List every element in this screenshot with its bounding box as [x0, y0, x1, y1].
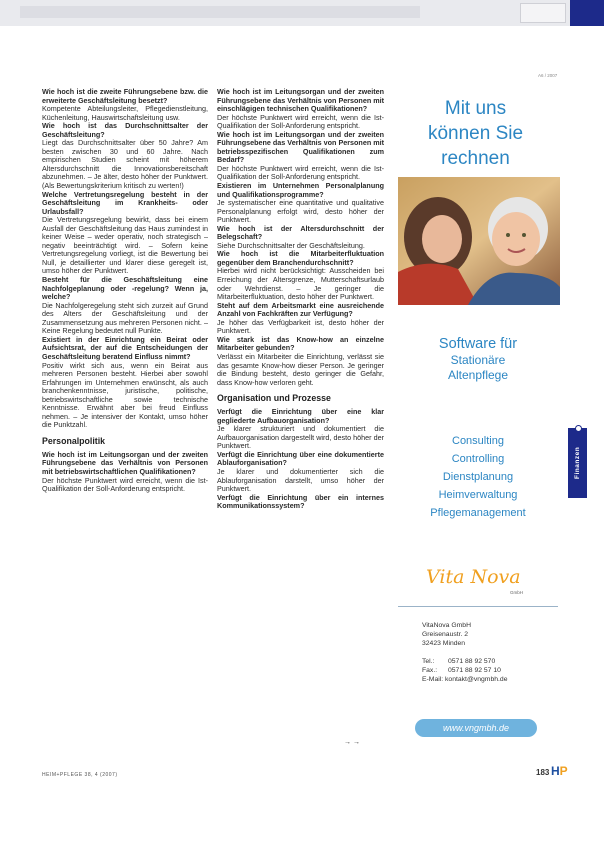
- question-heading: Wie hoch ist die Mitarbeiterfluktuation gegenüber dem Branchendurchschnitt?: [217, 249, 384, 267]
- question-heading: Existiert in der Einrichtung ein Beirat oder Aufsichtsrat, der auf die Entscheidungen der Geschäftsleitung beratend Einfluss nimmt?: [42, 334, 208, 361]
- question-heading: Wie hoch ist der Altersdurchschnitt der Belegschaft?: [217, 223, 384, 242]
- section-tab[interactable]: [568, 428, 587, 498]
- company-city: 32423 Minden: [422, 640, 466, 647]
- page-label: A6 / 2007: [538, 73, 558, 78]
- question-heading: Wie hoch ist die zweite Führungsebene bzw. die erweiterte Geschäftsleitung besetzt?: [42, 87, 208, 105]
- question-heading: Welche Vertretungsregelung besteht in der Geschäftsleitung im Krankheits- oder Urlaubsfall?: [42, 189, 208, 216]
- paragraph: Die Nachfolgeregelung steht sich zurzeit auf Grund des Alters der Geschäftsleitung und der Zusammensetzung aus mehreren Personen nicht. – Keine Regelung bedeutet null Punkte.: [42, 300, 208, 336]
- question-heading: Wie hoch ist im Leitungsorgan und der zweiten Führungsebene das Verhältnis von Personen mit einschlägigen technischen Qualifikationen?: [217, 87, 384, 114]
- paragraph: Verlässt ein Mitarbeiter die Einrichtung, verlässt sie das gesamte Know-how dieser Person. Je geringer die Bindung besteht, desto geringer die Gefahr, dass Know-how verloren geht.: [217, 351, 384, 387]
- paragraph: Die Vertretungsregelung bewirkt, dass bei einem Ausfall der Geschäftsleitung das Haus zumindest in keiner Weise – weder operativ, noch strategisch – negativ beeinträchtigt wird. – Sofern keine Vertretungsregelung vorliegt, ist die Bewertung bei Null, je detaillierter und klarer diese geregelt ist, umso höher der Punktwert.: [42, 215, 208, 276]
- page-number: 183: [536, 768, 550, 777]
- section-heading: Organisation und Prozesse: [217, 393, 331, 404]
- ad-feature-item: Consulting: [452, 435, 504, 447]
- question-heading: Wie hoch ist im Leitungsorgan und der zweiten Führungsebene das Verhältnis von Personen mit betriebsspezifischen Qualifikationen zum Bedarf?: [217, 129, 384, 165]
- fax-value: 0571 88 92 57 10: [448, 667, 501, 674]
- text-column-left: [42, 88, 208, 494]
- paragraph: Der höchste Punktwert wird erreicht, wenn die Ist-Qualifikation der Soll-Anforderung entspricht.: [42, 475, 208, 494]
- ad-feature-list: [398, 432, 558, 522]
- ad-feature-item: Dienstplanung: [442, 471, 514, 483]
- scan-header-bar: [0, 0, 604, 26]
- elderly-women-photo: [398, 177, 560, 305]
- tel-value: 0571 88 92 570: [448, 658, 496, 665]
- paragraph: Der höchste Punktwert wird erreicht, wenn die Ist-Qualifikation der Soll-Anforderung entspricht.: [217, 163, 384, 182]
- ad-sub-line-3: Altenpflege: [447, 368, 509, 382]
- website-link[interactable]: www.vngmbh.de: [415, 719, 537, 737]
- tel-row: [422, 657, 507, 666]
- ad-feature-item: Pflegemanagement: [430, 507, 526, 519]
- email-link[interactable]: E-Mail: kontakt@vngmbh.de: [422, 676, 508, 683]
- ad-headline-line-2: können Sie: [427, 123, 524, 144]
- paragraph: Der höchste Punktwert wird erreicht, wenn die Ist-Qualifikation der Soll-Anforderung entspricht.: [217, 112, 384, 131]
- section-tab-label: Finanzen: [574, 446, 581, 480]
- ad-headline-line-3: rechnen: [441, 148, 510, 169]
- ad-feature-item: Heimverwaltung: [438, 489, 518, 501]
- fax-label: Fax.:: [422, 667, 438, 674]
- journal-citation: HEIM+PFLEGE 38, 4 (2007): [42, 772, 118, 778]
- text-column-middle: [217, 88, 384, 511]
- hp-logo-h: H: [551, 764, 560, 778]
- question-heading: Verfügt die Einrichtung über eine dokumentierte Ablauforganisation?: [217, 449, 384, 468]
- ad-feature-item: Controlling: [451, 453, 505, 465]
- paragraph: Positiv wirkt sich aus, wenn ein Beirat aus mehreren Personen besteht. Hierbei aber sowohl Erfahrungen im Unternehmen erwünscht, als auch branchenkenntnisse, juristische, politische, betriebswirtschaftliche sowie technische Kenntnisse. Erwähnt aber bei freud Einfluss nehmen. – Je intensiver der Kontakt, umso höher die Punktzahl.: [42, 360, 208, 430]
- fax-row: [422, 666, 507, 675]
- question-heading: Verfügt die Einrichtung über eine klar gegliederte Aufbauorganisation?: [217, 407, 384, 425]
- paragraph: Hierbei wird nicht berücksichtigt: Ausscheiden bei Erreichung der Altersgrenze, Mutterschaftsurlaub oder Wehrdienst. – Je geringer die Mitarbeiterfluktuation, desto höher der Punktwert.: [217, 266, 384, 302]
- company-street: Greisenaustr. 2: [422, 631, 469, 638]
- question-heading: Besteht für die Geschäftsleitung eine Nachfolgeplanung oder -regelung? Wenn ja, welche?: [42, 275, 208, 302]
- header-corner-block: [570, 0, 604, 26]
- paragraph: Je höher das Verfügbarkeit ist, desto höher der Punktwert.: [217, 317, 384, 336]
- ad-sub-line-2: Stationäre: [450, 353, 506, 367]
- header-box: [520, 3, 566, 23]
- continue-arrow: → →: [344, 739, 360, 746]
- hp-logo-p: P: [559, 764, 568, 778]
- ad-headline: [398, 96, 553, 171]
- paragraph: Je klarer strukturiert und dokumentiert die Aufbauorganisation dargestellt wird, desto höher der Punktwert.: [217, 424, 384, 451]
- vitanova-logo: Vita Nova: [426, 566, 521, 588]
- section-heading: Personalpolitik: [42, 435, 106, 446]
- hp-logo: [551, 764, 568, 778]
- header-strip: [20, 6, 420, 18]
- question-heading: Existieren im Unternehmen Personalplanung und Qualifikationsprogramme?: [217, 181, 384, 199]
- ad-subtitle: [398, 336, 558, 383]
- ad-photo: [398, 177, 560, 305]
- tel-label: Tel.:: [422, 658, 435, 665]
- ad-contact: [422, 621, 507, 684]
- question-heading: Verfügt die Einrichtung über ein internes Kommunikationssystem?: [217, 492, 384, 511]
- company-name: VitaNova GmbH: [422, 622, 471, 629]
- question-heading: Steht auf dem Arbeitsmarkt eine ausreichende Anzahl von Fachkräften zur Verfügung?: [217, 300, 384, 319]
- paragraph: Kompetente Abteilungsleiter, Pflegedienstleitung, Küchenleitung, Hauswirtschaftsleitung usw.: [42, 104, 208, 122]
- ad-headline-line-1: Mit uns: [444, 98, 507, 119]
- question-heading: Wie hoch ist im Leitungsorgan und der zweiten Führungsebene das Verhältnis von Personen mit betriebswirtschaftlichen Qualifikationen?: [42, 449, 208, 476]
- paragraph: Je systematischer eine quantitative und qualitative Personalplanung erfolgt wird, desto höher der Punktwert.: [217, 198, 384, 225]
- vitanova-logo-gmbh: GmbH: [510, 590, 524, 595]
- ad-sub-line-1: Software für: [438, 336, 518, 352]
- paragraph: Je klarer und dokumentierter sich die Ablauforganisation darstellt, umso höher der Punktwert.: [217, 466, 384, 494]
- paragraph: Liegt das Durchschnittsalter über 50 Jahre? Am besten zwischen 30 und 60 Jahre. Nach empirischen Studien scheint mit höherem Altersdurchschnitt die Innovationsbereitschaft abzunehmen. – Je älter, desto höher der Punktwert. (Als Bewertungskriterium kritisch zu werten!): [42, 138, 208, 191]
- question-heading: Wie stark ist das Know-how an einzelne Mitarbeiter gebunden?: [217, 334, 384, 353]
- paragraph: Siehe Durchschnittsalter der Geschäftsleitung.: [217, 240, 365, 250]
- question-heading: Wie hoch ist das Durchschnittsalter der Geschäftsleitung?: [42, 121, 208, 139]
- ad-divider: [398, 606, 558, 607]
